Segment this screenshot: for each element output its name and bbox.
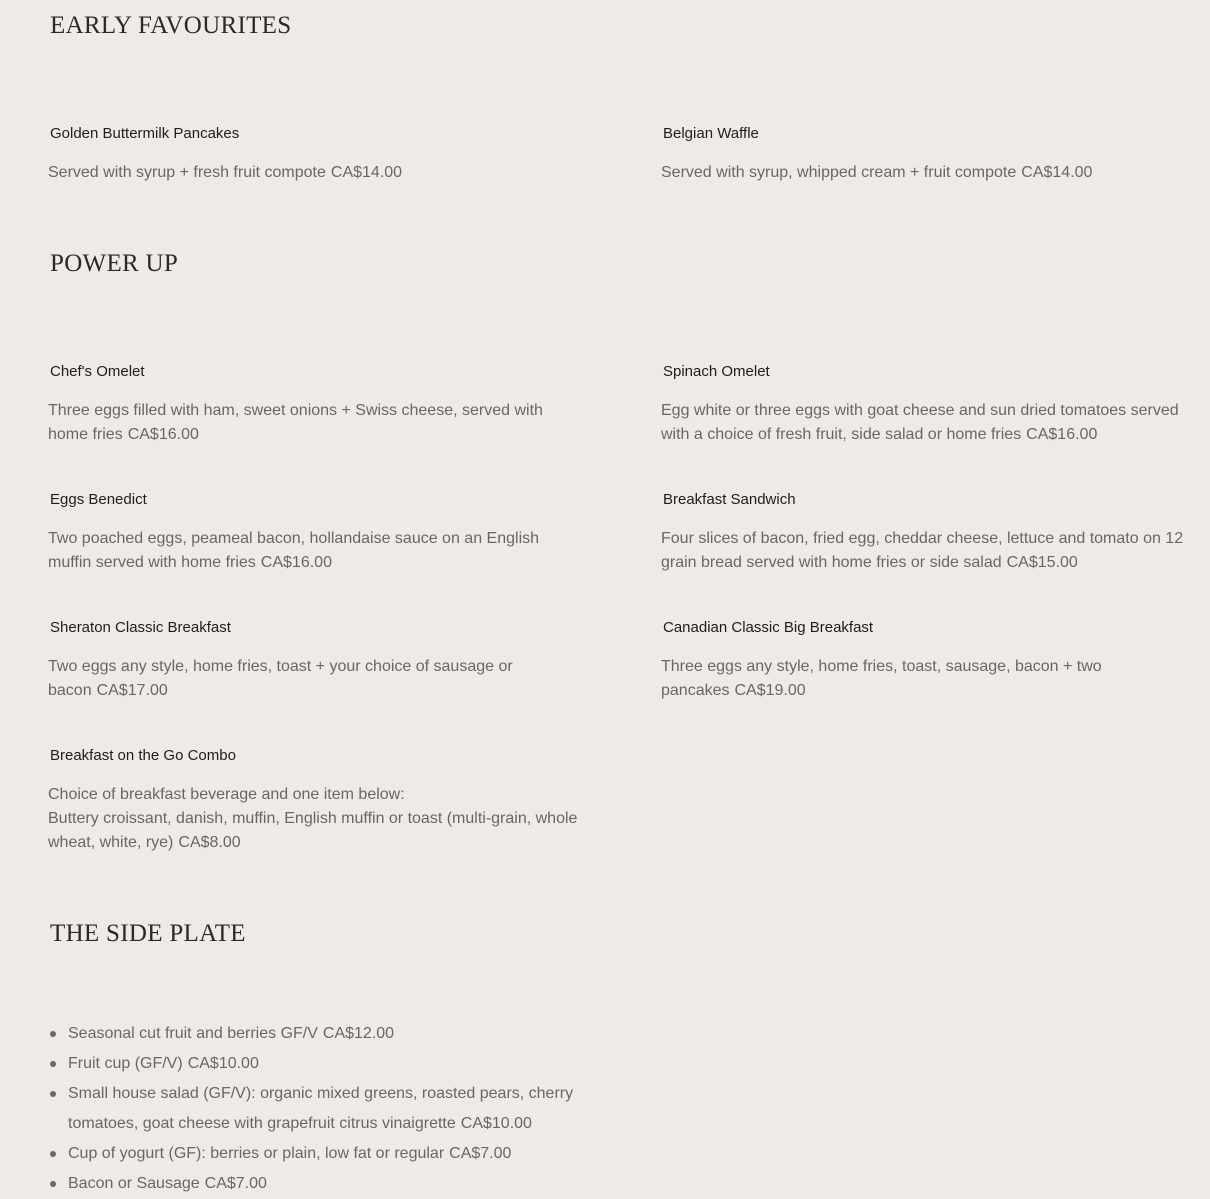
item-price: CA$10.00 — [460, 1115, 532, 1132]
item-price: CA$19.00 — [734, 682, 806, 699]
list-item — [48, 1049, 578, 1079]
menu-item-chefs-omelet — [48, 362, 578, 447]
item-price: CA$8.00 — [178, 834, 241, 851]
item-price: CA$16.00 — [127, 426, 199, 443]
side-item-desc: Cup of yogurt (GF): berries or plain, low fat or regular — [68, 1145, 445, 1162]
item-price: CA$14.00 — [330, 164, 403, 181]
item-desc-intro: Choice of breakfast beverage and one item below: — [48, 786, 405, 803]
bullet-icon — [50, 1061, 56, 1067]
item-name: Spinach Omelet — [663, 363, 770, 380]
menu-item-breakfast-sandwich — [661, 490, 1191, 575]
item-name: Chef's Omelet — [50, 363, 145, 380]
side-plate-list — [48, 1019, 578, 1199]
menu-item-belgian-waffle — [661, 124, 1191, 185]
item-desc-text: Four slices of bacon, fried egg, cheddar cheese, lettuce and tomato on 12 grain bread served with home fries or side salad — [661, 530, 1184, 571]
item-price: CA$16.00 — [260, 554, 332, 571]
item-price: CA$10.00 — [187, 1055, 259, 1072]
section-title-the-side-plate: THE SIDE PLATE — [50, 920, 246, 947]
item-description — [661, 399, 1191, 447]
item-description — [48, 527, 578, 575]
side-item-desc: Seasonal cut fruit and berries GF/V — [68, 1025, 318, 1042]
item-desc-text: Egg white or three eggs with goat cheese and sun dried tomatoes served with a choice of fresh fruit, side salad or home fries — [661, 402, 1179, 443]
bullet-icon — [50, 1151, 56, 1157]
item-price: CA$7.00 — [204, 1175, 267, 1192]
item-desc-text: Two poached eggs, peameal bacon, hollandaise sauce on an English muffin served with home fries — [48, 530, 540, 571]
item-description — [48, 399, 578, 447]
item-name: Belgian Waffle — [663, 125, 759, 142]
side-item-desc: Fruit cup (GF/V) — [68, 1055, 183, 1072]
item-price: CA$16.00 — [1026, 426, 1098, 443]
item-price: CA$7.00 — [449, 1145, 512, 1162]
item-name: Eggs Benedict — [50, 491, 147, 508]
list-item — [48, 1019, 578, 1049]
side-item-desc: Bacon or Sausage — [68, 1175, 200, 1192]
item-desc-text: Two eggs any style, home fries, toast + your choice of sausage or bacon — [48, 658, 513, 699]
item-description — [48, 655, 518, 703]
item-desc-text: Three eggs filled with ham, sweet onions + Swiss cheese, served with home fries — [48, 402, 543, 443]
item-desc-text: Served with syrup + fresh fruit compote — [48, 164, 326, 181]
item-description — [661, 655, 1111, 703]
menu-item-canadian-classic-big-breakfast — [661, 618, 1111, 703]
item-name: Breakfast on the Go Combo — [50, 747, 236, 764]
list-item — [48, 1169, 578, 1199]
item-description — [661, 527, 1191, 575]
bullet-icon — [50, 1031, 56, 1037]
item-name: Sheraton Classic Breakfast — [50, 619, 231, 636]
side-item-desc: Small house salad (GF/V): organic mixed greens, roasted pears, cherry tomatoes, goat cheese with grapefruit citrus vinaigrette — [68, 1085, 574, 1132]
item-description — [48, 161, 578, 185]
item-price: CA$17.00 — [96, 682, 168, 699]
menu-item-eggs-benedict — [48, 490, 578, 575]
menu-item-golden-buttermilk-pancakes — [48, 124, 578, 185]
item-desc-text: Three eggs any style, home fries, toast, sausage, bacon + two pancakes — [661, 658, 1102, 699]
item-desc-text: Buttery croissant, danish, muffin, English muffin or toast (multi-grain, whole wheat, white, rye) — [48, 810, 578, 851]
bullet-icon — [50, 1181, 56, 1187]
item-name: Canadian Classic Big Breakfast — [663, 619, 874, 636]
list-item — [48, 1139, 578, 1169]
item-name: Golden Buttermilk Pancakes — [50, 125, 240, 142]
list-item — [48, 1079, 578, 1139]
item-price: CA$12.00 — [322, 1025, 395, 1042]
item-description — [48, 783, 583, 855]
item-desc-text: Served with syrup, whipped cream + fruit compote — [661, 164, 1017, 181]
item-price: CA$15.00 — [1006, 554, 1078, 571]
menu-item-breakfast-on-the-go-combo — [48, 746, 583, 855]
bullet-icon — [50, 1091, 56, 1097]
section-title-power-up: POWER UP — [50, 250, 179, 277]
item-description — [661, 161, 1191, 185]
section-title-early-favourites: EARLY FAVOURITES — [50, 12, 292, 39]
item-name: Breakfast Sandwich — [663, 491, 796, 508]
menu-item-sheraton-classic-breakfast — [48, 618, 518, 703]
menu-item-spinach-omelet — [661, 362, 1191, 447]
item-price: CA$14.00 — [1021, 164, 1093, 181]
